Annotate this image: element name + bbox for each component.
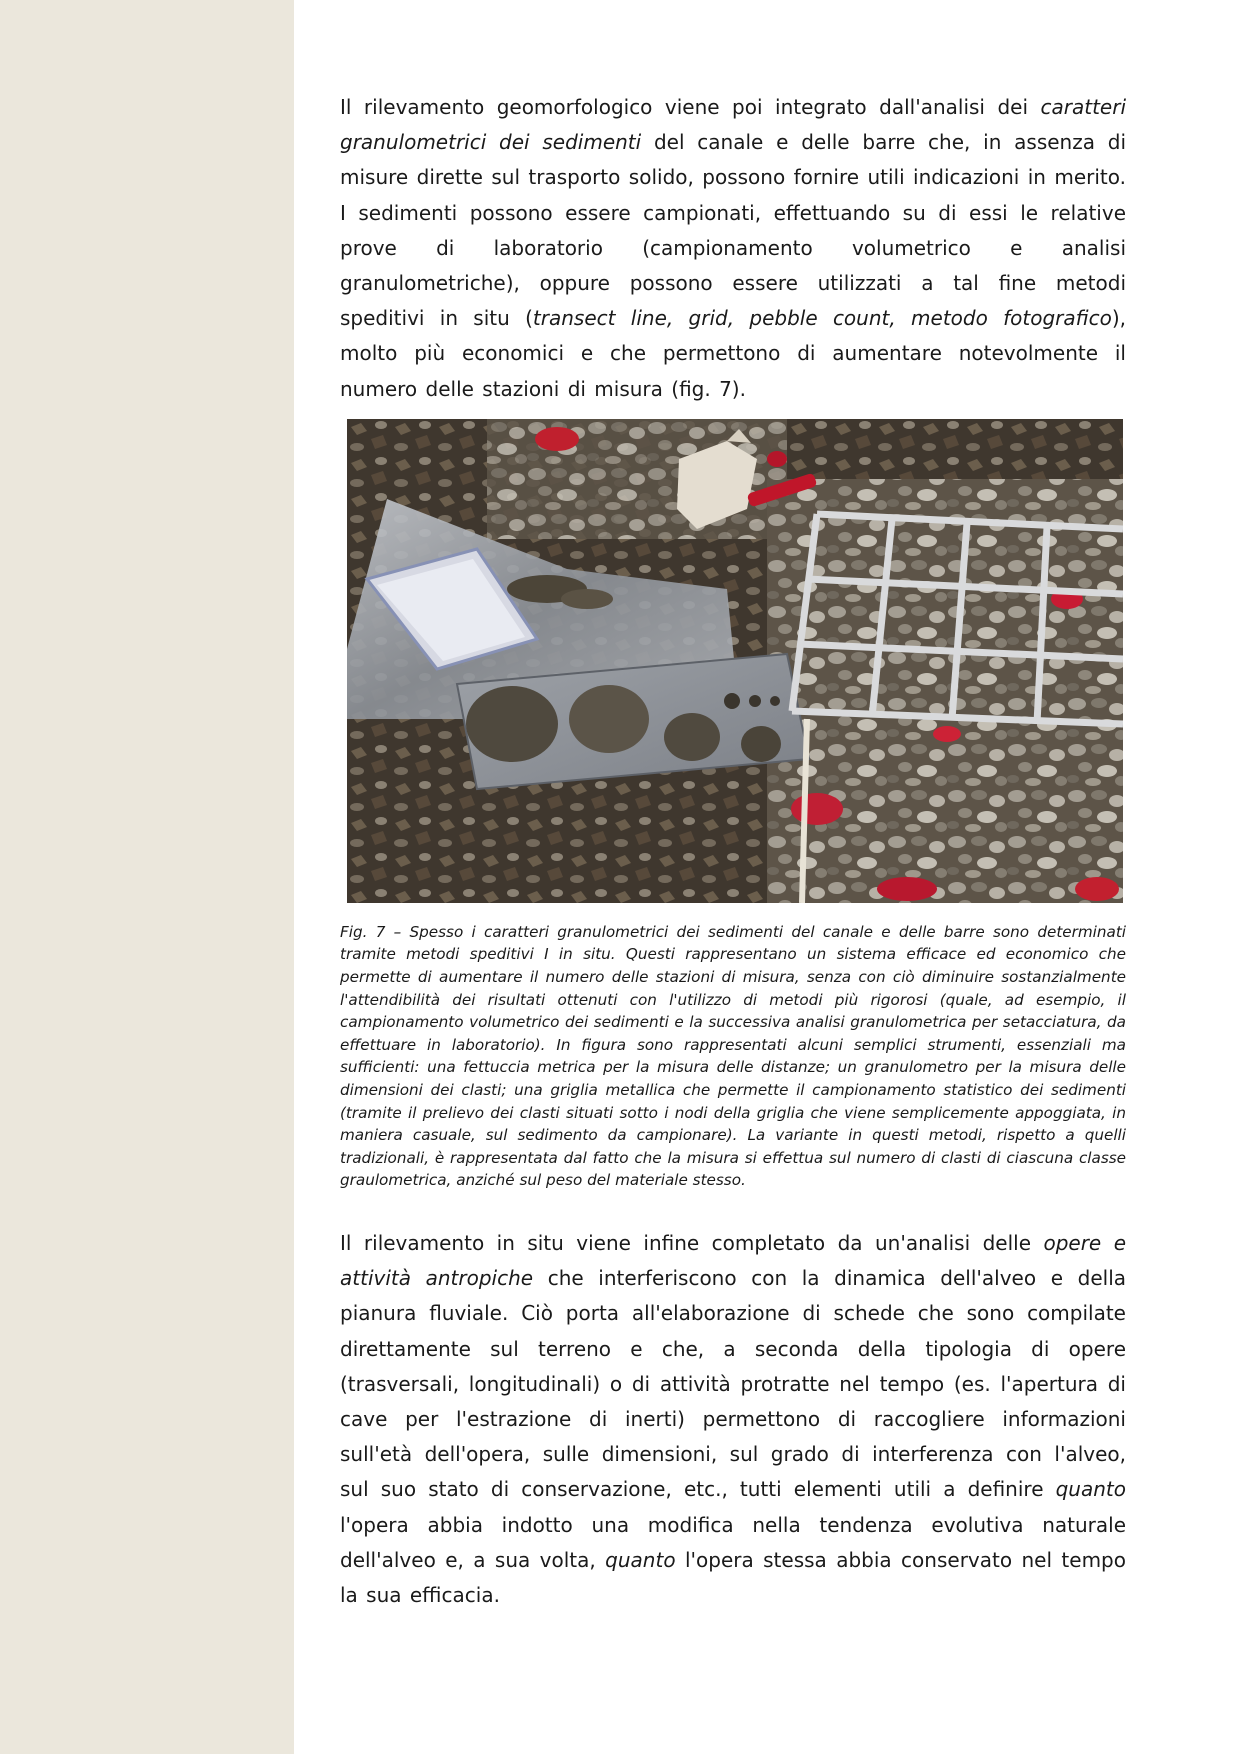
text-segment: l'opera stessa abbia conservato nel tempo la sua efficacia.	[340, 1547, 1126, 1607]
text-segment: ), molto più economici e che permettono di aumentare notevolmente il numero delle stazioni di misura (fig. 7).	[340, 306, 1126, 401]
italic-term: transect line, grid, pebble count, metodo fotografico	[532, 306, 1112, 331]
paragraph-granulometric-intro	[340, 90, 1126, 407]
text-segment: Il rilevamento in situ viene infine completato da un'analisi delle	[340, 1230, 1044, 1255]
paragraph-anthropic-works	[340, 1226, 1126, 1613]
figure-caption: Fig. 7 – Spesso i caratteri granulometrici dei sedimenti del canale e delle barre sono determinati tramite metodi speditivi I in situ. Questi rappresentano un sistema efficace ed economico che permette di aumentare il numero delle stazioni di misura, senza con ciò diminuire sostanzialmente l'attendibilità dei risultati ottenuti con l'utilizzo di metodi più rigorosi (quale, ad esempio, il campionamento volumetrico dei sedimenti e la successiva analisi granulometrica per setacciatura, da effettuare in laboratorio). In figura sono rappresentati alcuni semplici strumenti, essenziali ma sufficienti: una fettuccia metrica per la misura delle distanze; un granulometro per la misura delle dimensioni dei clasti; una griglia metallica che permette il campionamento statistico dei sedimenti (tramite il prelievo dei clasti situati sotto i nodi della griglia che viene semplicemente appoggiata, in maniera casuale, sul sedimento da campionare). La variante in questi metodi, rispetto a quelli tradizionali, è rappresentata dal fatto che la misura si effettua sul numero di clasti di ciascuna classe graulometrica, anziché sul peso del materiale stesso.	[340, 922, 1126, 1190]
side-margin-band	[0, 0, 294, 1754]
text-segment: Il rilevamento geomorfologico viene poi integrato dall'analisi dei	[340, 95, 1041, 119]
content-column	[340, 90, 1126, 1613]
figure-sampling-tools-photo	[347, 419, 1123, 903]
photo-illustration	[347, 419, 1123, 903]
ground-gravel	[767, 479, 1123, 903]
text-segment: del canale e delle barre che, in assenza di misure dirette sul trasporto solido, possono fornire utili indicazioni in merito. I sedimenti possono essere campionati, effettuando su di essi le relative prove di laboratorio (campionamento volumetrico e analisi granulometriche), oppure possono essere utilizzati a tal fine metodi speditivi in situ (	[340, 130, 1127, 331]
italic-term: quanto	[605, 1547, 676, 1572]
italic-term: opere e attività antropiche	[340, 1230, 1126, 1291]
text-segment: l'opera abbia indotto una modifica nella tendenza evolutiva naturale dell'alveo e, a sua volta,	[340, 1512, 1126, 1572]
italic-term: quanto	[1055, 1477, 1126, 1502]
text-segment: che interferiscono con la dinamica dell'alveo e della pianura fluviale. Ciò porta all'elaborazione di schede che sono compilate direttamente sul terreno e che, a seconda della tipologia di opere (trasversali, longitudinali) o di attività protratte nel tempo (es. l'apertura di cave per l'estrazione di inerti) permettono di raccogliere informazioni sull'età dell'opera, sulle dimensioni, sul grado di interferenza con l'alveo, sul suo stato di conservazione, etc., tutti elementi utili a definire	[340, 1266, 1126, 1502]
italic-term: caratteri granulometrici dei sedimenti	[340, 95, 1126, 155]
